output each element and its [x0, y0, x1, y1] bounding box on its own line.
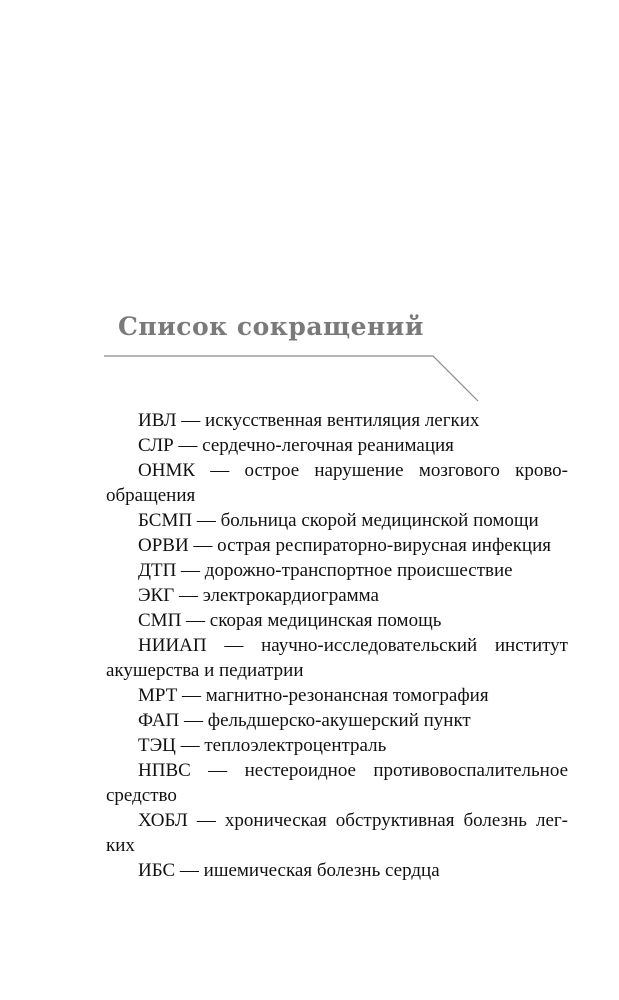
abbreviation-entry: ФАП — фельдшерско-акушерский пункт [138, 710, 471, 731]
section-heading: Список сокращений [118, 312, 424, 341]
abbreviation-entry: ОРВИ — острая респираторно-вирусная инфекция [138, 535, 552, 556]
abbreviation-entry: ДТП — дорожно-транспортное происшествие [138, 560, 513, 581]
abbreviation-entry: ОНМК — острое нарушение мозгового крово-обращения [106, 460, 568, 506]
abbreviation-entry: ТЭЦ — теплоэлектроцентраль [138, 735, 387, 756]
abbreviation-entry: ИБС — ишемическая болезнь сердца [138, 860, 440, 881]
abbreviation-entry: ИВЛ — искусственная вентиляция легких [138, 410, 480, 431]
abbreviation-entry: НПВС — нестероидное противовоспалительное средство [106, 760, 568, 806]
abbreviation-entry: СЛР — сердечно-легочная реанимация [138, 435, 454, 456]
abbreviation-entry: БСМП — больница скорой медицинской помощи [138, 510, 539, 531]
abbreviation-entry: НИИАП — научно-исследовательский институт акушерства и педиатрии [106, 635, 568, 681]
abbreviation-entry: СМП — скорая медицинская помощь [138, 610, 442, 631]
abbreviation-entry: ЭКГ — электрокардиограмма [138, 585, 379, 606]
abbreviation-entry: ХОБЛ — хроническая обструктивная болезнь лег-ких [106, 810, 568, 856]
abbreviation-list [106, 408, 568, 883]
abbreviation-entry: МРТ — магнитно-резонансная томография [138, 685, 489, 706]
